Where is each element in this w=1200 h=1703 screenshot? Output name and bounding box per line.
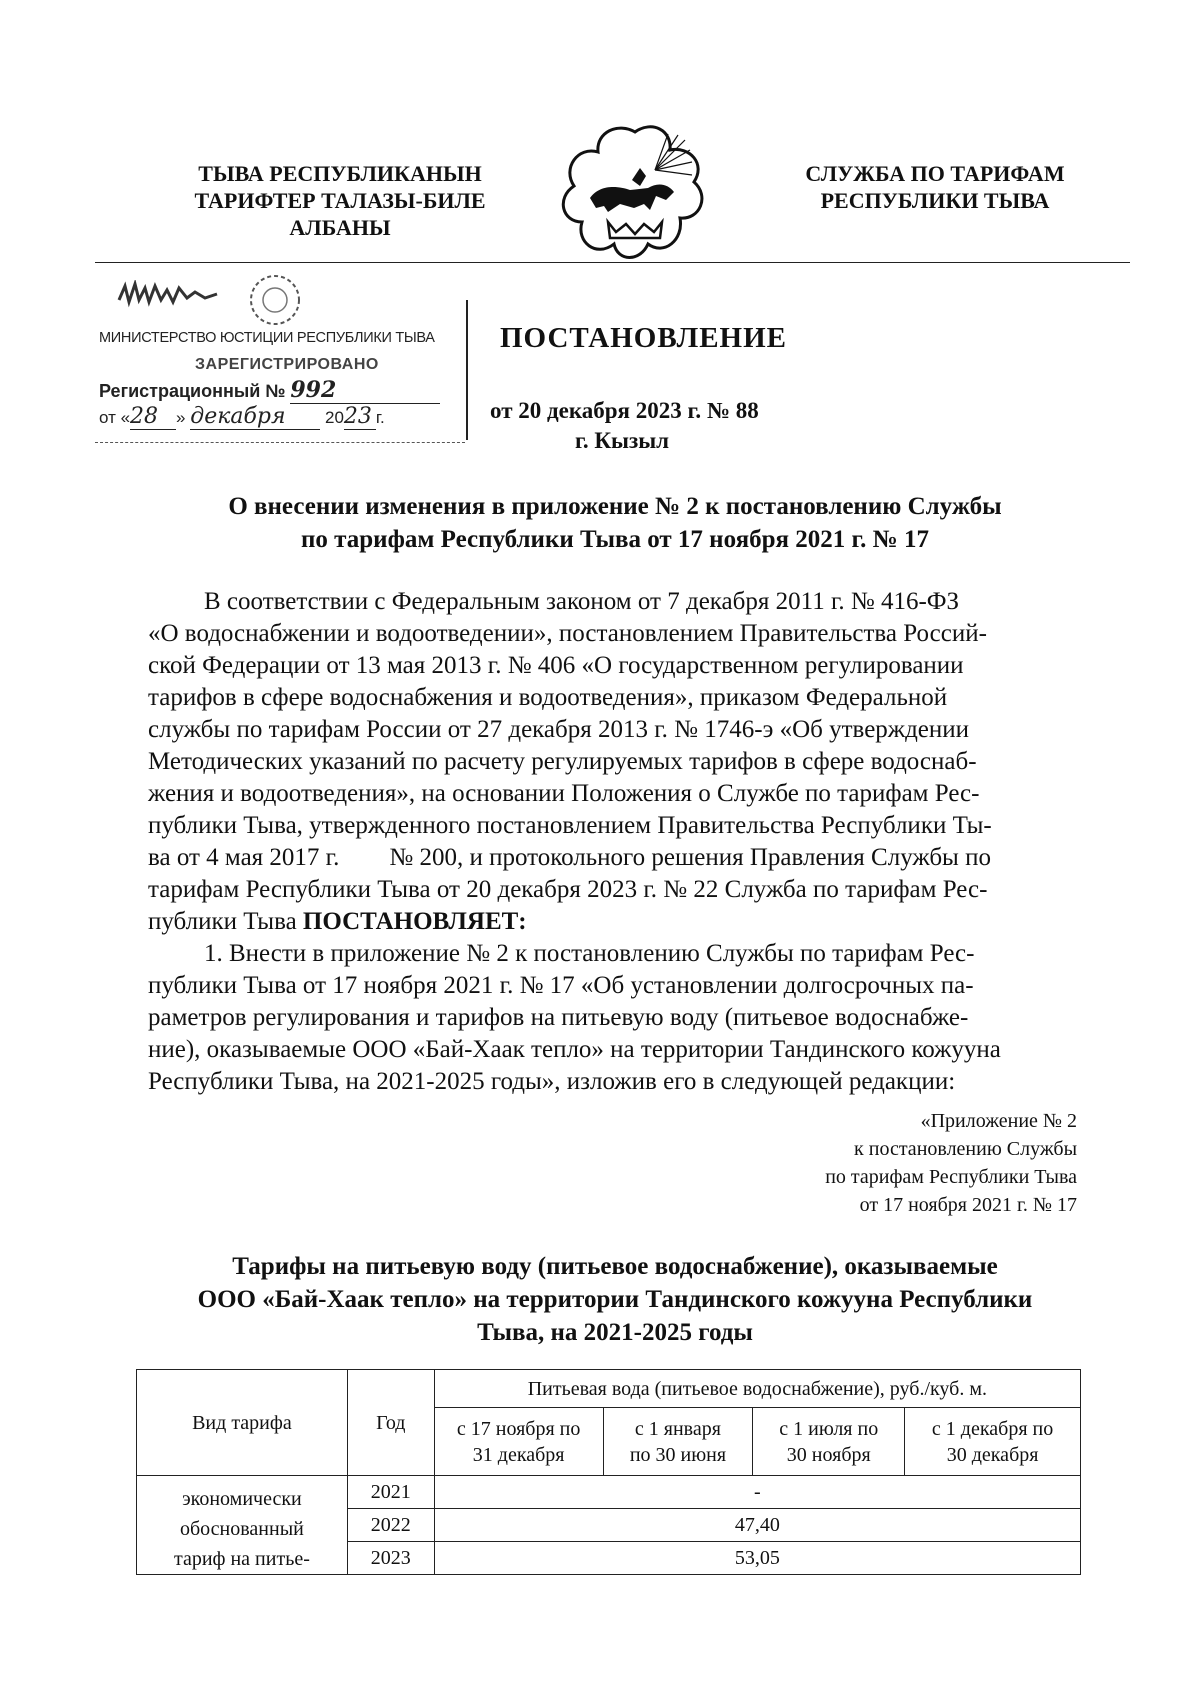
- paragraph-line: Республики Тыва, на 2021-2025 годы», изложив его в следующей редакции:: [148, 1068, 956, 1095]
- paragraph-line: публики Тыва, утвержденного постановлением Правительства Республики Ты-: [148, 812, 992, 839]
- paragraph-line: «О водоснабжении и водоотведении», постановлением Правительства Россий-: [148, 620, 987, 647]
- header-left-line: ТАРИФТЕР ТАЛАЗЫ-БИЛЕ: [194, 188, 486, 213]
- paragraph-line: службы по тарифам России от 27 декабря 2013 г. № 1746-э «Об утверждении: [148, 716, 970, 743]
- date-day: 28: [130, 404, 159, 429]
- tuva-coat-of-arms-icon: [560, 120, 710, 270]
- title-line: по тарифам Республики Тыва от 17 ноября 2021 г. № 17: [301, 526, 929, 553]
- paragraph-line: тарифов в сфере водоснабжения и водоотведения», приказом Федеральной: [148, 684, 948, 711]
- stamp-border: [466, 300, 468, 440]
- year-cell: 2021: [347, 1476, 434, 1509]
- paragraph-line: Методических указаний по расчету регулируемых тарифов в сфере водоснаб-: [148, 748, 977, 775]
- year-cell: 2022: [347, 1509, 434, 1542]
- value-cell: 47,40: [434, 1509, 1080, 1542]
- table-row: [137, 1476, 1081, 1509]
- header-left-line: ТЫВА РЕСПУБЛИКАНЫН: [198, 161, 482, 186]
- document-title: [160, 490, 1070, 556]
- scribble-mark-icon: [117, 280, 227, 308]
- date-day-underline: [130, 404, 176, 430]
- paragraph-line: раметров регулирования и тарифов на питьевую воду (питьевое водоснабже-: [148, 1004, 969, 1031]
- header-right-block: [770, 160, 1100, 214]
- table-title: [160, 1250, 1070, 1349]
- item-1-paragraph: [148, 938, 1075, 1098]
- tariff-kind-cell: экономически обоснованный тариф на питье-: [137, 1476, 348, 1575]
- document-city: г. Кызыл: [575, 428, 670, 453]
- header-cell-period: с 17 ноября по 31 декабря: [434, 1408, 603, 1476]
- header-left-line: АЛБАНЫ: [289, 215, 391, 240]
- appendix-reference: [825, 1107, 1077, 1219]
- year-cell: 2023: [347, 1542, 434, 1575]
- date-month: декабря: [190, 404, 286, 429]
- tariff-table: [136, 1369, 1081, 1575]
- stamp-registered-label: ЗАРЕГИСТРИРОВАНО: [195, 356, 379, 373]
- table-title-line: Тарифы на питьевую воду (питьевое водоснабжение), оказываемые: [232, 1253, 998, 1280]
- value-cell: -: [434, 1476, 1080, 1509]
- header-cell-period: с 1 января по 30 июня: [603, 1408, 753, 1476]
- table-header-row: [137, 1370, 1081, 1408]
- header-cell-period: с 1 декабря по 30 декабря: [905, 1408, 1081, 1476]
- header-cell-kind: Вид тарифа: [137, 1370, 348, 1476]
- appendix-line: по тарифам Республики Тыва: [825, 1166, 1077, 1188]
- paragraph-line: жения и водоотведения», на основании Положения о Службе по тарифам Рес-: [148, 780, 980, 807]
- value-cell: 53,05: [434, 1542, 1080, 1575]
- date-mid: »: [176, 408, 186, 427]
- date-year: 23: [343, 404, 372, 429]
- date-suffix: г.: [375, 408, 385, 427]
- paragraph-line: ской Федерации от 13 мая 2013 г. № 406 «О государственном регулировании: [148, 652, 964, 679]
- date-year-prefix: 20: [324, 408, 344, 427]
- seal-icon: [245, 270, 305, 330]
- header-cell-year: Год: [347, 1370, 434, 1476]
- stamp-date: [99, 404, 385, 430]
- title-line: О внесении изменения в приложение № 2 к постановлению Службы: [228, 493, 1002, 520]
- resolution-keyword: ПОСТАНОВЛЯЕТ:: [302, 908, 527, 935]
- stamp-border: [95, 442, 465, 443]
- header-cell-group: Питьевая вода (питьевое водоснабжение), руб./куб. м.: [434, 1370, 1080, 1408]
- registration-stamp: [95, 262, 465, 442]
- paragraph-line: ва от 4 мая 2017 г. № 200, и протокольного решения Правления Службы по: [148, 844, 991, 871]
- reg-number: 992: [290, 377, 337, 403]
- table-title-line: Тыва, на 2021-2025 годы: [477, 1319, 753, 1346]
- paragraph-line: В соответствии с Федеральным законом от 7 декабря 2011 г. № 416-ФЗ: [204, 588, 960, 615]
- paragraph-line: ние), оказываемые ООО «Бай-Хаак тепло» на территории Тандинского кожууна: [148, 1036, 1001, 1063]
- document-type: ПОСТАНОВЛЕНИЕ: [500, 322, 788, 354]
- preamble-paragraph: [148, 586, 1075, 938]
- header-cell-period: с 1 июля по 30 ноября: [753, 1408, 905, 1476]
- stamp-ministry-name: МИНИСТЕРСТВО ЮСТИЦИИ РЕСПУБЛИКИ ТЫВА: [99, 330, 435, 346]
- table-title-line: ООО «Бай-Хаак тепло» на территории Тандинского кожууна Республики: [197, 1286, 1033, 1313]
- paragraph-line: публики Тыва от 17 ноября 2021 г. № 17 «Об установлении долгосрочных па-: [148, 972, 974, 999]
- document-date-number: от 20 декабря 2023 г. № 88: [490, 398, 759, 423]
- date-month-underline: [190, 404, 320, 430]
- reg-number-underline: [290, 377, 440, 404]
- appendix-line: к постановлению Службы: [854, 1138, 1077, 1160]
- stamp-registration-number: [99, 377, 440, 404]
- date-year-underline: [344, 404, 376, 430]
- date-prefix: от «: [99, 408, 131, 427]
- paragraph-line: публики Тыва ПОСТАНОВЛЯЕТ:: [148, 906, 1075, 938]
- appendix-line: от 17 ноября 2021 г. № 17: [859, 1194, 1077, 1216]
- header-left-block: [160, 160, 520, 241]
- paragraph-line: тарифам Республики Тыва от 20 декабря 2023 г. № 22 Служба по тарифам Рес-: [148, 876, 988, 903]
- header-right-line: РЕСПУБЛИКИ ТЫВА: [820, 188, 1050, 213]
- reg-label: Регистрационный №: [99, 381, 286, 401]
- header-right-line: СЛУЖБА ПО ТАРИФАМ: [805, 161, 1065, 186]
- paragraph-line: 1. Внести в приложение № 2 к постановлению Службы по тарифам Рес-: [204, 940, 975, 967]
- appendix-line: «Приложение № 2: [920, 1110, 1077, 1132]
